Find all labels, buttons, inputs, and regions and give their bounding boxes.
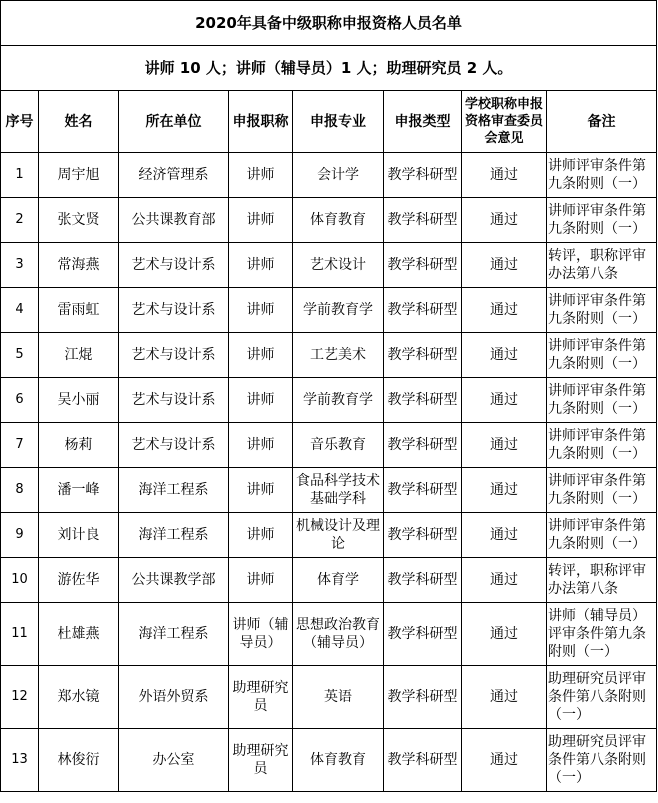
cell-opinion: 通过	[462, 729, 547, 792]
cell-major: 食品科学技术基础学科	[293, 468, 384, 513]
cell-title: 讲师	[229, 423, 293, 468]
cell-type: 教学科研型	[384, 729, 462, 792]
cell-major: 工艺美术	[293, 333, 384, 378]
cell-title: 讲师	[229, 243, 293, 288]
cell-major: 体育教育	[293, 729, 384, 792]
cell-type: 教学科研型	[384, 558, 462, 603]
header-type: 申报类型	[384, 91, 462, 153]
cell-seq: 9	[1, 513, 39, 558]
cell-name: 潘一峰	[39, 468, 119, 513]
cell-opinion: 通过	[462, 468, 547, 513]
table-row	[1, 468, 657, 513]
cell-seq: 5	[1, 333, 39, 378]
column-header-row	[1, 91, 657, 153]
cell-major: 体育学	[293, 558, 384, 603]
cell-title: 讲师	[229, 153, 293, 198]
cell-type: 教学科研型	[384, 198, 462, 243]
cell-major: 体育教育	[293, 198, 384, 243]
cell-unit: 公共课教育部	[119, 198, 229, 243]
header-name: 姓名	[39, 91, 119, 153]
cell-type: 教学科研型	[384, 513, 462, 558]
cell-opinion: 通过	[462, 423, 547, 468]
cell-seq: 12	[1, 666, 39, 729]
cell-type: 教学科研型	[384, 603, 462, 666]
cell-major: 学前教育学	[293, 288, 384, 333]
cell-opinion: 通过	[462, 558, 547, 603]
summary-line: 讲师 10 人；讲师（辅导员）1 人；助理研究员 2 人。	[1, 46, 657, 91]
cell-note: 助理研究员评审条件第八条附则（一）	[547, 729, 657, 792]
cell-type: 教学科研型	[384, 333, 462, 378]
table-title: 2020年具备中级职称申报资格人员名单	[1, 1, 657, 46]
cell-unit: 艺术与设计系	[119, 378, 229, 423]
cell-type: 教学科研型	[384, 468, 462, 513]
table-row	[1, 729, 657, 792]
cell-note: 讲师评审条件第九条附则（一）	[547, 333, 657, 378]
cell-name: 张文贤	[39, 198, 119, 243]
cell-type: 教学科研型	[384, 423, 462, 468]
cell-title: 助理研究员	[229, 666, 293, 729]
cell-type: 教学科研型	[384, 153, 462, 198]
cell-note: 转评，职称评审办法第八条	[547, 558, 657, 603]
cell-unit: 外语外贸系	[119, 666, 229, 729]
cell-title: 助理研究员	[229, 729, 293, 792]
cell-major: 会计学	[293, 153, 384, 198]
cell-name: 周宇旭	[39, 153, 119, 198]
cell-seq: 6	[1, 378, 39, 423]
header-note: 备注	[547, 91, 657, 153]
cell-name: 林俊衍	[39, 729, 119, 792]
cell-seq: 4	[1, 288, 39, 333]
cell-opinion: 通过	[462, 666, 547, 729]
cell-unit: 海洋工程系	[119, 468, 229, 513]
cell-title: 讲师（辅导员）	[229, 603, 293, 666]
cell-title: 讲师	[229, 333, 293, 378]
header-committee-opinion: 学校职称申报资格审查委员会意见	[462, 91, 547, 153]
table-row	[1, 603, 657, 666]
cell-title: 讲师	[229, 468, 293, 513]
table-body	[1, 153, 657, 792]
cell-seq: 11	[1, 603, 39, 666]
cell-opinion: 通过	[462, 513, 547, 558]
cell-seq: 10	[1, 558, 39, 603]
cell-unit: 办公室	[119, 729, 229, 792]
cell-type: 教学科研型	[384, 288, 462, 333]
cell-unit: 海洋工程系	[119, 513, 229, 558]
cell-note: 讲师评审条件第九条附则（一）	[547, 378, 657, 423]
cell-opinion: 通过	[462, 153, 547, 198]
cell-type: 教学科研型	[384, 243, 462, 288]
cell-unit: 公共课教学部	[119, 558, 229, 603]
cell-seq: 3	[1, 243, 39, 288]
table-row	[1, 423, 657, 468]
cell-note: 讲师评审条件第九条附则（一）	[547, 198, 657, 243]
cell-note: 讲师评审条件第九条附则（一）	[547, 468, 657, 513]
table-row	[1, 243, 657, 288]
cell-opinion: 通过	[462, 288, 547, 333]
cell-type: 教学科研型	[384, 378, 462, 423]
cell-opinion: 通过	[462, 333, 547, 378]
cell-major: 音乐教育	[293, 423, 384, 468]
cell-title: 讲师	[229, 378, 293, 423]
cell-seq: 13	[1, 729, 39, 792]
cell-note: 讲师评审条件第九条附则（一）	[547, 513, 657, 558]
cell-name: 郑水镜	[39, 666, 119, 729]
cell-title: 讲师	[229, 198, 293, 243]
cell-seq: 2	[1, 198, 39, 243]
header-title: 申报职称	[229, 91, 293, 153]
cell-major: 机械设计及理论	[293, 513, 384, 558]
cell-note: 转评，职称评审办法第八条	[547, 243, 657, 288]
cell-unit: 经济管理系	[119, 153, 229, 198]
cell-unit: 艺术与设计系	[119, 333, 229, 378]
table-row	[1, 666, 657, 729]
table-row	[1, 558, 657, 603]
cell-note: 讲师评审条件第九条附则（一）	[547, 153, 657, 198]
cell-name: 游佐华	[39, 558, 119, 603]
cell-unit: 艺术与设计系	[119, 243, 229, 288]
cell-unit: 艺术与设计系	[119, 423, 229, 468]
table-row	[1, 153, 657, 198]
cell-note: 讲师评审条件第九条附则（一）	[547, 288, 657, 333]
cell-name: 吴小丽	[39, 378, 119, 423]
header-unit: 所在单位	[119, 91, 229, 153]
cell-name: 雷雨虹	[39, 288, 119, 333]
cell-name: 常海燕	[39, 243, 119, 288]
cell-title: 讲师	[229, 558, 293, 603]
cell-note: 助理研究员评审条件第八条附则（一）	[547, 666, 657, 729]
header-major: 申报专业	[293, 91, 384, 153]
header-seq: 序号	[1, 91, 39, 153]
cell-title: 讲师	[229, 288, 293, 333]
cell-type: 教学科研型	[384, 666, 462, 729]
cell-name: 杜雄燕	[39, 603, 119, 666]
cell-name: 刘计良	[39, 513, 119, 558]
cell-title: 讲师	[229, 513, 293, 558]
table-row	[1, 378, 657, 423]
cell-unit: 海洋工程系	[119, 603, 229, 666]
cell-name: 江焜	[39, 333, 119, 378]
cell-major: 思想政治教育（辅导员）	[293, 603, 384, 666]
cell-name: 杨莉	[39, 423, 119, 468]
cell-major: 学前教育学	[293, 378, 384, 423]
table-row	[1, 333, 657, 378]
table-row	[1, 513, 657, 558]
cell-opinion: 通过	[462, 198, 547, 243]
cell-opinion: 通过	[462, 378, 547, 423]
cell-unit: 艺术与设计系	[119, 288, 229, 333]
cell-opinion: 通过	[462, 243, 547, 288]
table-row	[1, 288, 657, 333]
cell-opinion: 通过	[462, 603, 547, 666]
cell-seq: 8	[1, 468, 39, 513]
cell-major: 英语	[293, 666, 384, 729]
cell-seq: 7	[1, 423, 39, 468]
cell-seq: 1	[1, 153, 39, 198]
table-row	[1, 198, 657, 243]
cell-major: 艺术设计	[293, 243, 384, 288]
cell-note: 讲师（辅导员）评审条件第九条附则（一）	[547, 603, 657, 666]
cell-note: 讲师评审条件第九条附则（一）	[547, 423, 657, 468]
